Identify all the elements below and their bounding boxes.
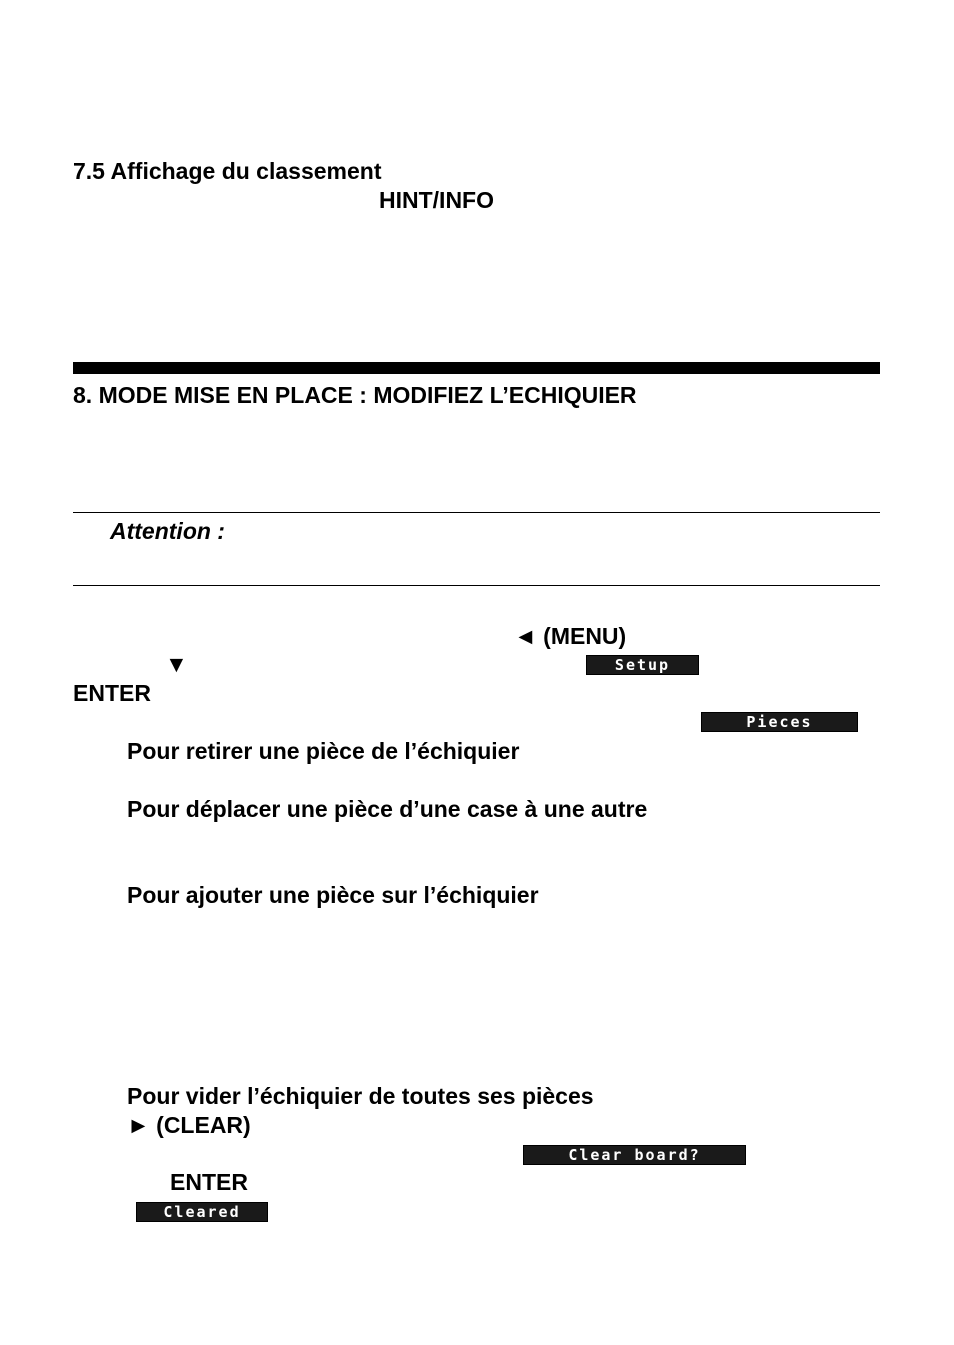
enter-key-label: ENTER bbox=[73, 680, 151, 706]
attention-label: Attention : bbox=[110, 518, 225, 544]
lcd-cleared-text: Cleared bbox=[163, 1203, 241, 1221]
hint-info-key-label: HINT/INFO bbox=[379, 187, 494, 213]
section-8-heading: 8. MODE MISE EN PLACE : MODIFIEZ L’ECHIQUIER bbox=[73, 382, 637, 408]
enter-key-label-2: ENTER bbox=[170, 1169, 248, 1195]
clear-key-label: ► (CLEAR) bbox=[127, 1112, 251, 1138]
attention-box-top-rule bbox=[73, 512, 880, 513]
lcd-cleared-display bbox=[136, 1202, 268, 1222]
section-divider bbox=[73, 362, 880, 374]
lcd-setup-text: Setup bbox=[614, 656, 671, 674]
remove-piece-heading: Pour retirer une pièce de l’échiquier bbox=[127, 738, 520, 764]
lcd-pieces-text: Pieces bbox=[746, 713, 813, 731]
move-piece-heading: Pour déplacer une pièce d’une case à une autre bbox=[127, 796, 648, 822]
menu-key-label: ◄ (MENU) bbox=[514, 623, 627, 649]
clear-board-heading: Pour vider l’échiquier de toutes ses pièces bbox=[127, 1083, 594, 1109]
down-arrow-key: ▼ bbox=[165, 651, 188, 677]
lcd-setup-display bbox=[586, 655, 699, 675]
attention-box-bottom-rule bbox=[73, 585, 880, 586]
add-piece-heading: Pour ajouter une pièce sur l’échiquier bbox=[127, 882, 539, 908]
section-7-5-heading: 7.5 Affichage du classement bbox=[73, 158, 382, 184]
lcd-pieces-display bbox=[701, 712, 858, 732]
lcd-clear-board-text: Clear board? bbox=[568, 1146, 701, 1164]
lcd-clear-board-display bbox=[523, 1145, 746, 1165]
